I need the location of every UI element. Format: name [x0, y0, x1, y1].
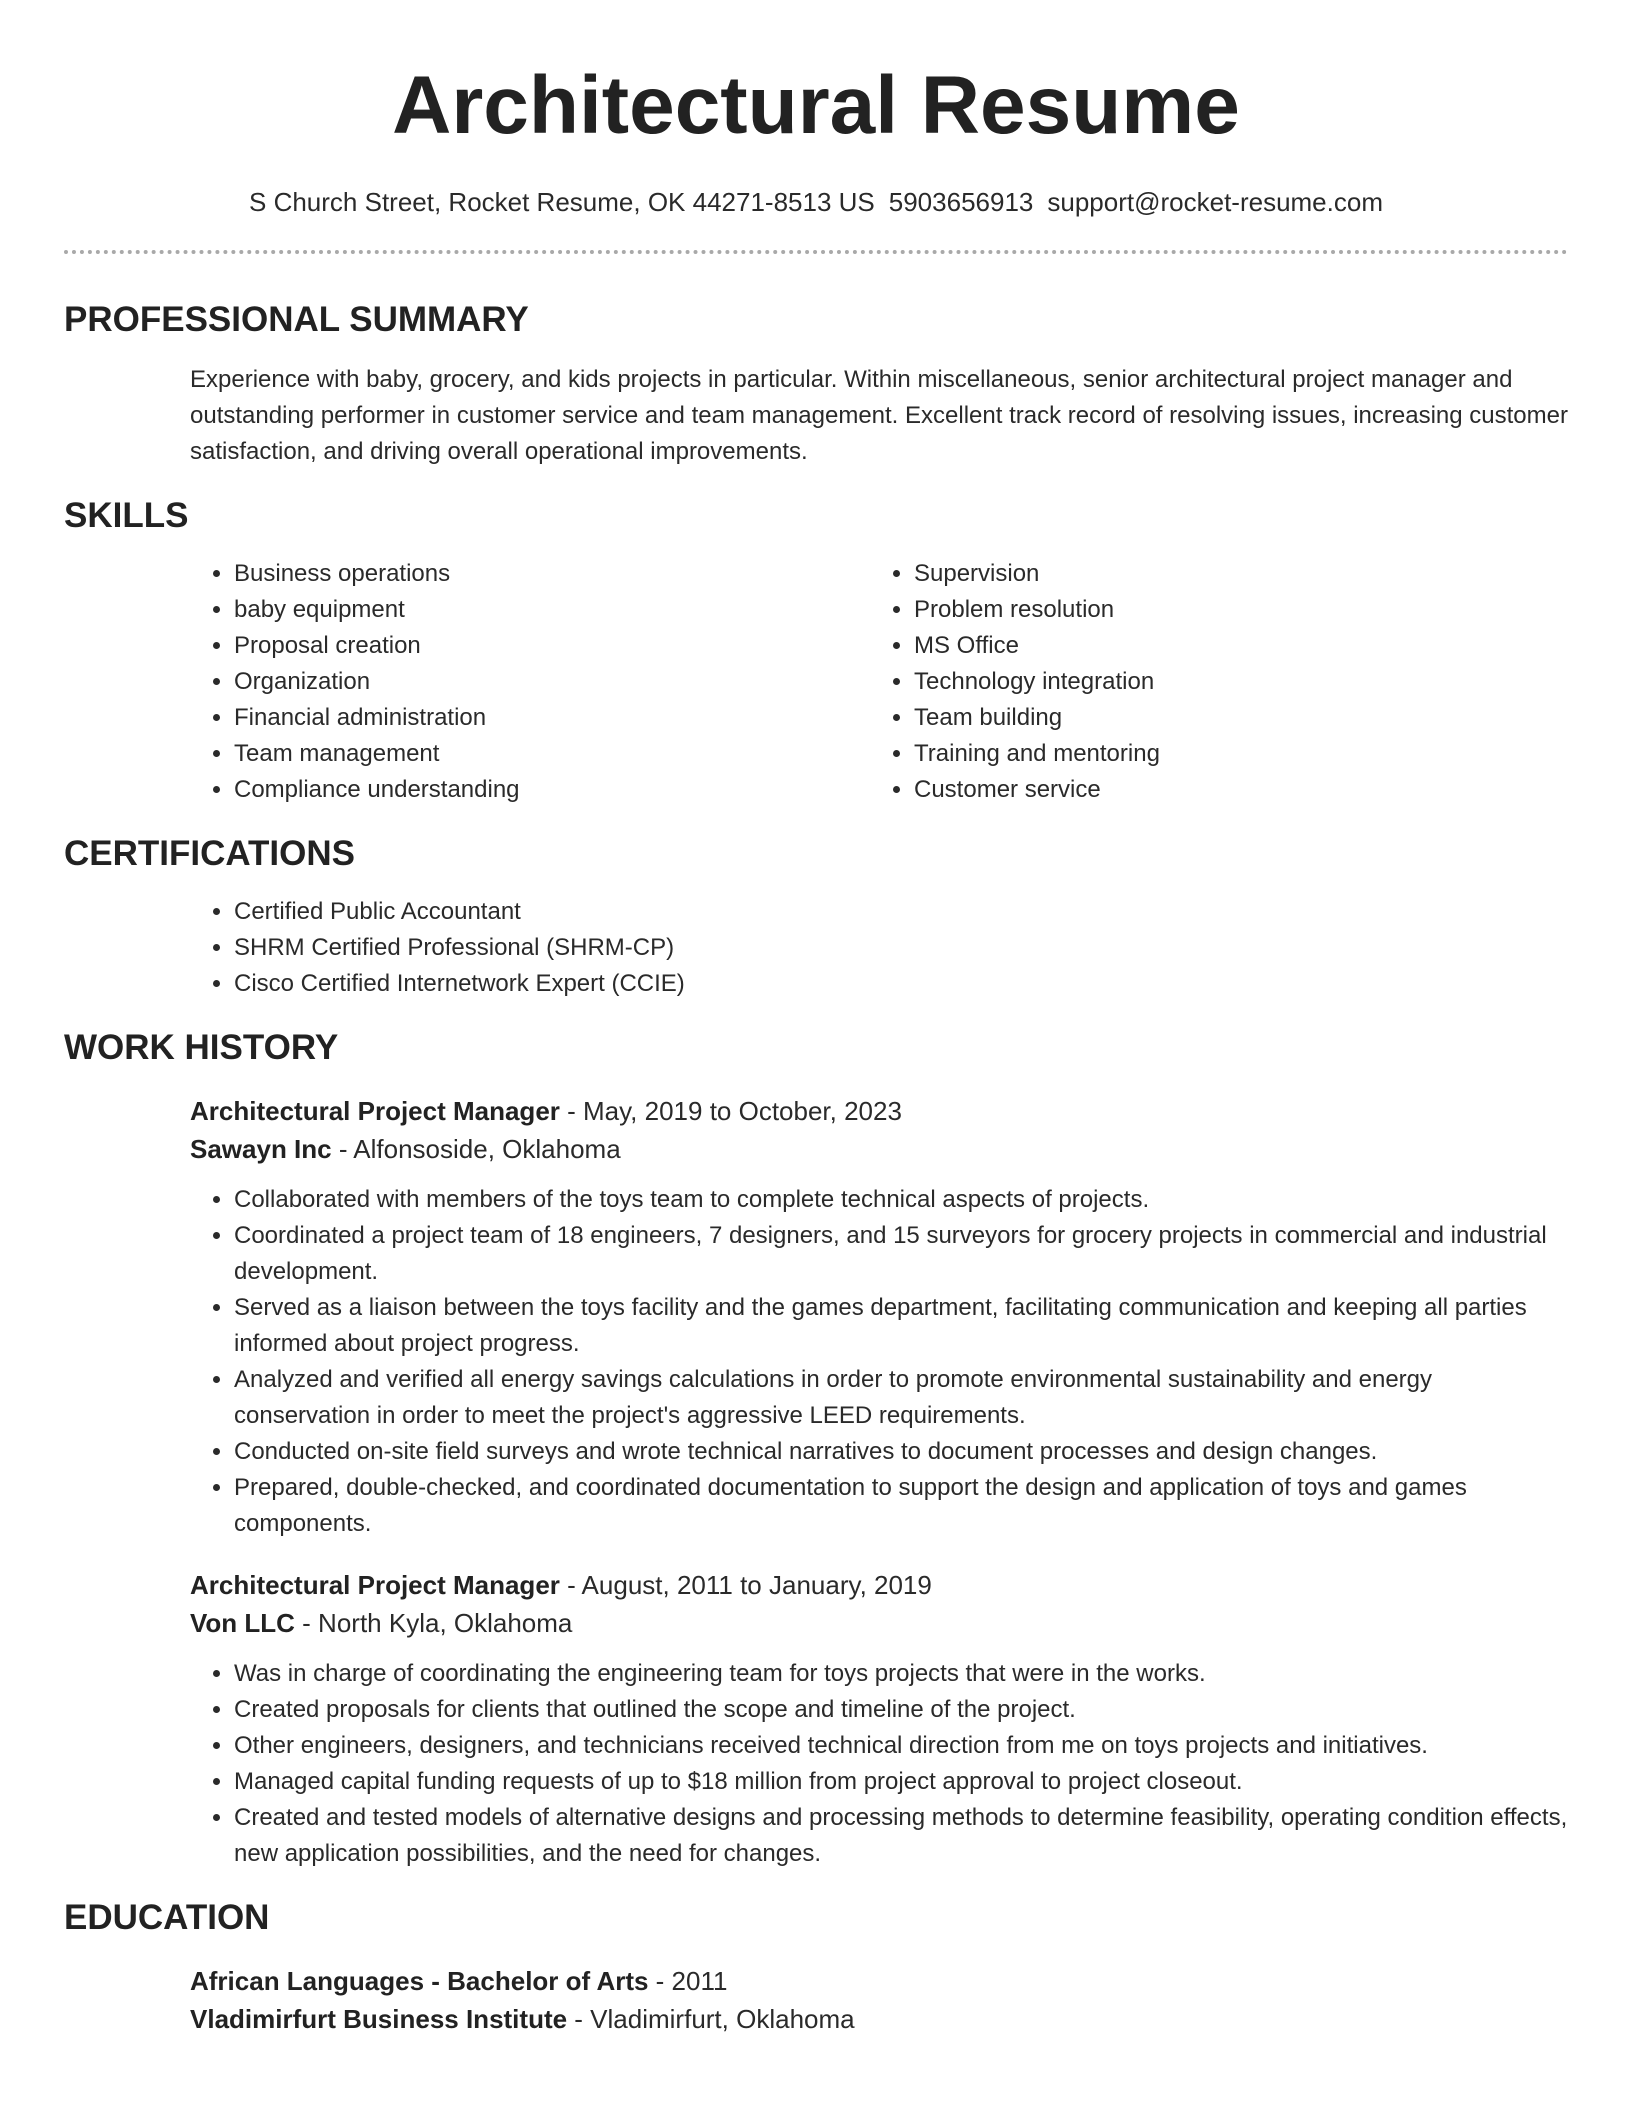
job-bullet: • Served as a liaison between the toys facility and the games department, facilitating communication and keeping all parties informed about project progress. — [234, 1290, 1568, 1362]
contact-line — [64, 184, 1568, 220]
job-bullet: • Collaborated with members of the toys team to complete technical aspects of projects. — [234, 1182, 1568, 1218]
skills-list — [190, 556, 1568, 808]
job-bullet: • Created proposals for clients that outlined the scope and timeline of the project. — [234, 1692, 1568, 1728]
skill-item: • Business operations — [234, 556, 870, 592]
education-degree: African Languages - Bachelor of Arts — [190, 1966, 649, 1996]
skill-item: • Training and mentoring — [914, 736, 1550, 772]
skill-item: • Financial administration — [234, 700, 870, 736]
job-bullet: • Conducted on-site field surveys and wrote technical narratives to document processes and design changes. — [234, 1434, 1568, 1470]
education-school: Vladimirfurt Business Institute — [190, 2004, 568, 2034]
skill-item: • MS Office — [914, 628, 1550, 664]
job-bullet: • Other engineers, designers, and technicians received technical direction from me on toys projects and initiatives. — [234, 1728, 1568, 1764]
certification-item: • Cisco Certified Internetwork Expert (CCIE) — [234, 966, 1568, 1002]
education-school-line — [190, 2000, 1568, 2038]
job-company-line — [190, 1604, 1568, 1642]
job-bullet: • Managed capital funding requests of up to $18 million from project approval to project closeout. — [234, 1764, 1568, 1800]
job-location: - Alfonsoside, Oklahoma — [331, 1134, 621, 1164]
resume-page — [64, 0, 1568, 2038]
work-history-heading: WORK HISTORY — [64, 1028, 339, 1067]
resume-title: Architectural Resume — [392, 60, 1240, 151]
job-dates: - August, 2011 to January, 2019 — [559, 1570, 932, 1600]
skills-column-right — [870, 556, 1550, 808]
header-divider — [64, 250, 1568, 254]
job-bullet: • Was in charge of coordinating the engineering team for toys projects that were in the works. — [234, 1656, 1568, 1692]
job-bullet: • Analyzed and verified all energy savings calculations in order to promote environmental sustainability and energy conservation in order to meet the project's aggressive LEED requirements. — [234, 1362, 1568, 1434]
contact-email: support@rocket-resume.com — [1047, 187, 1383, 217]
education-degree-line — [190, 1962, 1568, 2000]
certification-item: • SHRM Certified Professional (SHRM-CP) — [234, 930, 1568, 966]
skills-heading: SKILLS — [64, 496, 189, 535]
job-company-line — [190, 1130, 1568, 1168]
job-bullets — [190, 1656, 1568, 1872]
education-entry — [190, 1962, 1568, 2038]
education-location: - Vladimirfurt, Oklahoma — [567, 2004, 855, 2034]
summary-text: Experience with baby, grocery, and kids projects in particular. Within miscellaneous, senior architectural project manager and outstanding performer in customer service and team management. Excellent track record of resolving issues, increasing customer satisfaction, and driving overall operational improvements. — [190, 366, 1568, 465]
job-location: - North Kyla, Oklahoma — [294, 1608, 573, 1638]
contact-phone: 5903656913 — [888, 187, 1034, 217]
job-dates: - May, 2019 to October, 2023 — [559, 1096, 902, 1126]
skill-item: • Team building — [914, 700, 1550, 736]
certification-item: • Certified Public Accountant — [234, 894, 1568, 930]
skill-item: • Organization — [234, 664, 870, 700]
certifications-list — [190, 894, 1568, 1002]
skill-item: • baby equipment — [234, 592, 870, 628]
job-title: Architectural Project Manager — [190, 1570, 560, 1600]
certifications-heading: CERTIFICATIONS — [64, 834, 356, 873]
skill-item: • Proposal creation — [234, 628, 870, 664]
summary-heading: PROFESSIONAL SUMMARY — [64, 300, 529, 339]
skill-item: • Team management — [234, 736, 870, 772]
job-bullets — [190, 1182, 1568, 1542]
education-year: - 2011 — [648, 1966, 728, 1996]
skill-item: • Supervision — [914, 556, 1550, 592]
education-heading: EDUCATION — [64, 1898, 270, 1937]
contact-address: S Church Street, Rocket Resume, OK 44271-8513 US — [249, 187, 875, 217]
skill-item: • Compliance understanding — [234, 772, 870, 808]
job-bullet: • Prepared, double-checked, and coordinated documentation to support the design and application of toys and games components. — [234, 1470, 1568, 1542]
job-bullet: • Coordinated a project team of 18 engineers, 7 designers, and 15 surveyors for grocery projects in commercial and industrial development. — [234, 1218, 1568, 1290]
job-entry — [190, 1566, 1568, 1872]
job-company: Sawayn Inc — [190, 1134, 332, 1164]
job-bullet: • Created and tested models of alternative designs and processing methods to determine feasibility, operating condition effects, new application possibilities, and the need for changes. — [234, 1800, 1568, 1872]
skill-item: • Customer service — [914, 772, 1550, 808]
skills-column-left — [190, 556, 870, 808]
job-title-line — [190, 1092, 1568, 1130]
job-title: Architectural Project Manager — [190, 1096, 560, 1126]
skill-item: • Technology integration — [914, 664, 1550, 700]
job-company: Von LLC — [190, 1608, 295, 1638]
job-title-line — [190, 1566, 1568, 1604]
skill-item: • Problem resolution — [914, 592, 1550, 628]
job-entry — [190, 1092, 1568, 1542]
